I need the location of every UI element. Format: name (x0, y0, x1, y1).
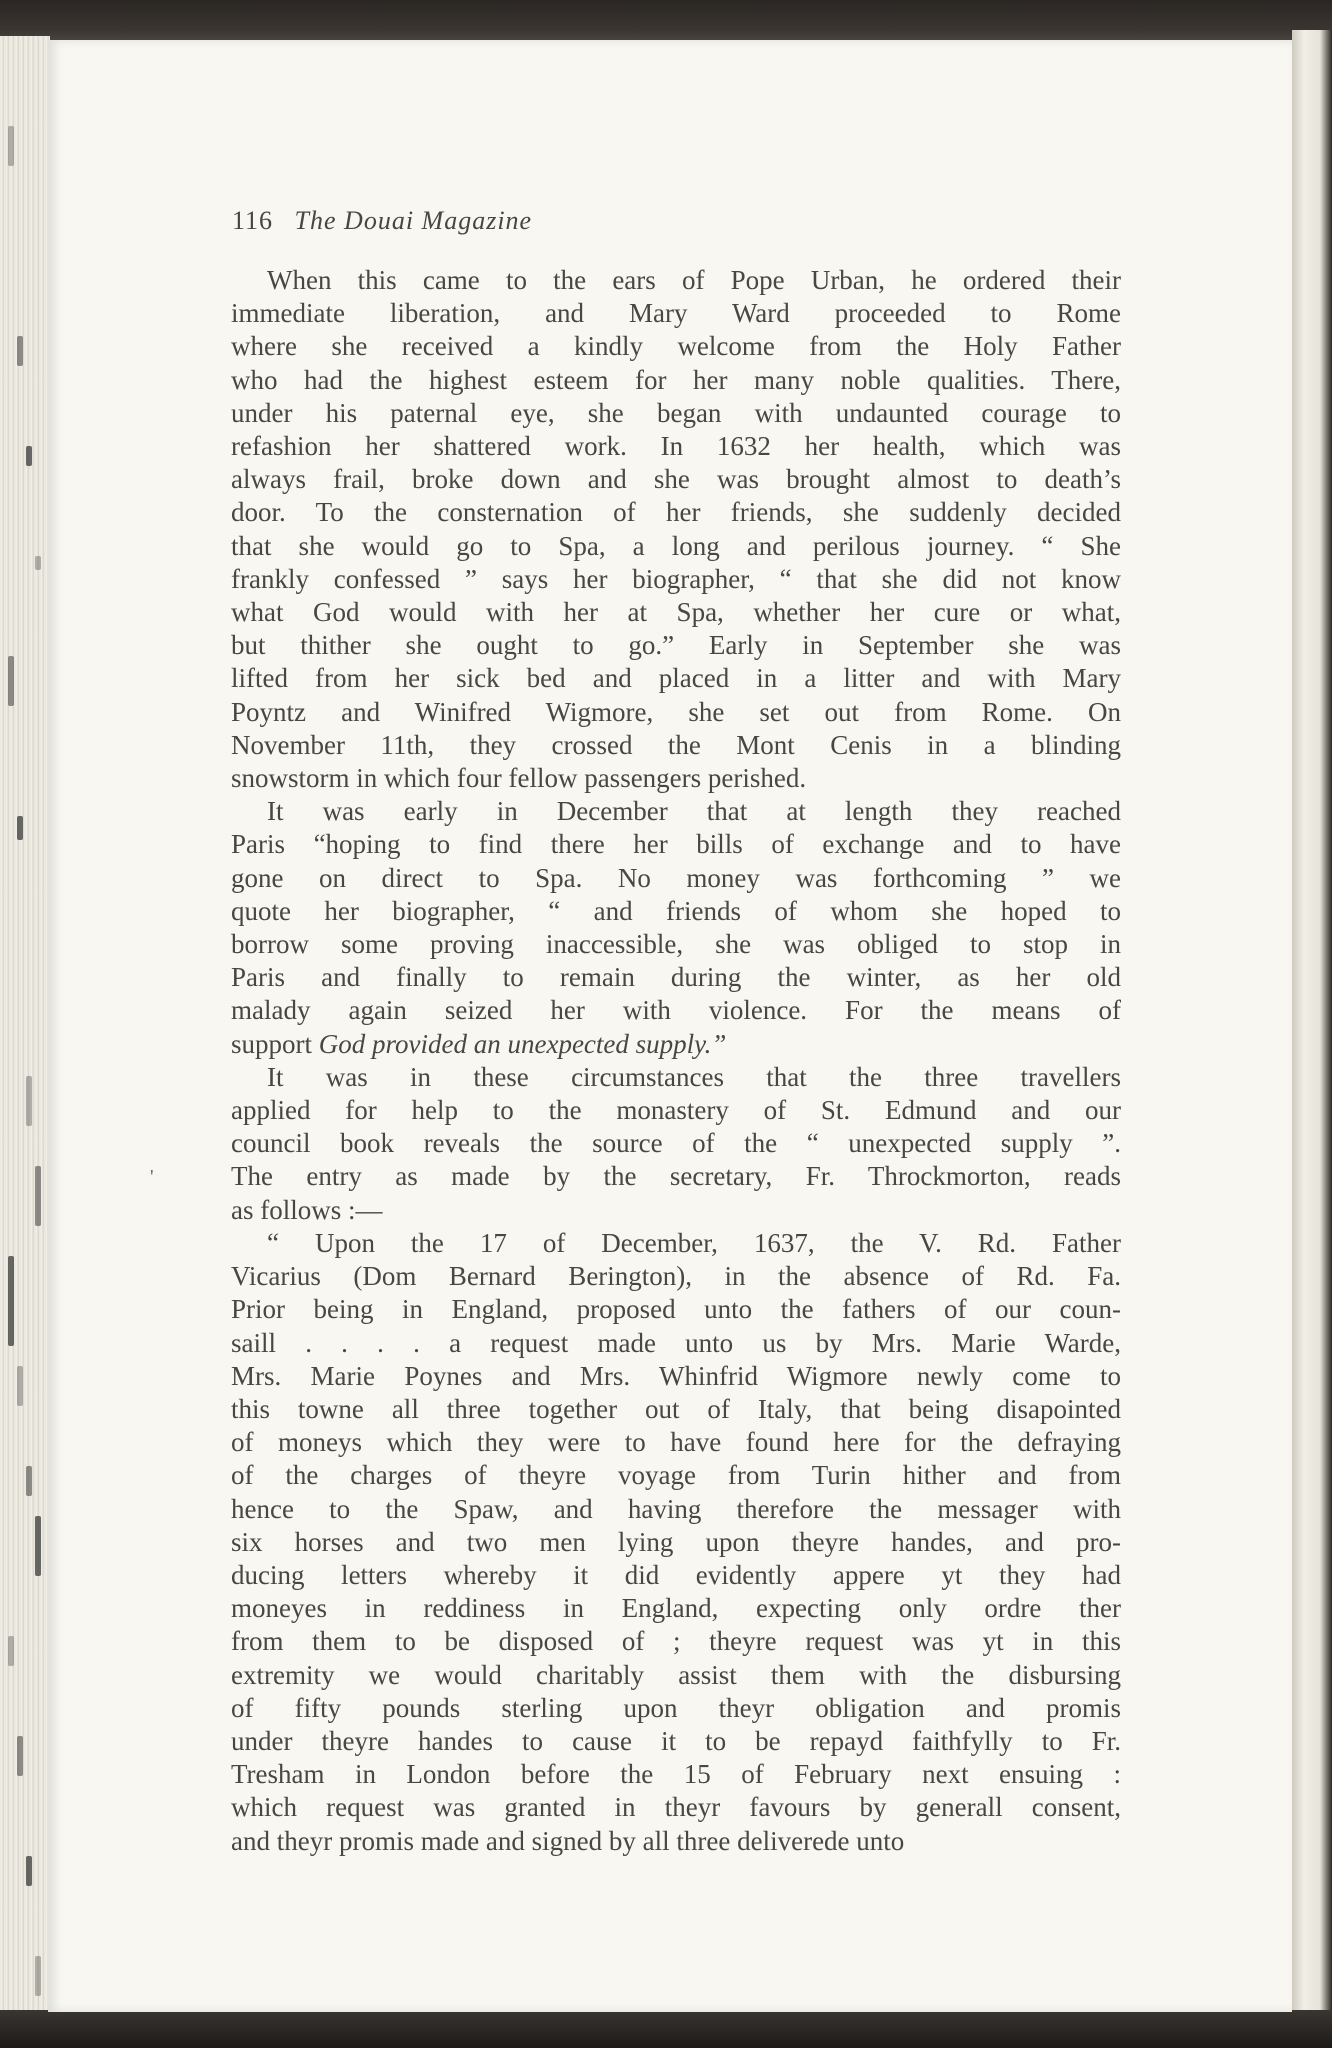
text-line: ducing letters whereby it did evidently appere yt they had (231, 1559, 1121, 1590)
text-fragment: support (231, 1028, 319, 1059)
body-text (231, 264, 1121, 1858)
text-line: frankly confessed ” says her biographer, “ that she did not know (231, 563, 1121, 594)
page-number: 116 (232, 206, 274, 235)
page-edge-mark (35, 1166, 41, 1226)
text-line: immediate liberation, and Mary Ward proceeded to Rome (231, 298, 1121, 329)
text-line: six horses and two men lying upon theyre handes, and pro- (231, 1526, 1121, 1557)
text-line: lifted from her sick bed and placed in a litter and with Mary (231, 663, 1121, 694)
text-line: Paris and finally to remain during the winter, as her old (231, 962, 1121, 993)
text-line: from them to be disposed of ; theyre request was yt in this (231, 1626, 1121, 1657)
text-line: applied for help to the monastery of St. Edmund and our (231, 1095, 1121, 1126)
page-edge-mark (8, 1256, 14, 1346)
text-line: The entry as made by the secretary, Fr. Throckmorton, reads (231, 1161, 1121, 1192)
page-edge-mark (8, 656, 14, 706)
text-line: Poyntz and Winifred Wigmore, she set out from Rome. On (231, 696, 1121, 727)
running-head (232, 206, 532, 236)
text-line: malady again seized her with violence. For the means of (231, 995, 1121, 1026)
text-line (231, 1028, 1121, 1061)
paragraph (231, 1061, 1121, 1227)
margin-mark: ' (150, 1166, 154, 1188)
text-line: It was early in December that at length they reached (267, 796, 1121, 827)
text-line: moneyes in reddiness in England, expecting only ordre ther (231, 1593, 1121, 1624)
text-line: It was in these circumstances that the three travellers (267, 1061, 1121, 1092)
page-edge-mark (26, 1466, 32, 1496)
page-edge-mark (8, 1636, 14, 1666)
text-line: which request was granted in theyr favours by generall consent, (231, 1792, 1121, 1823)
page-edge-mark (17, 336, 23, 366)
paragraph (231, 264, 1121, 795)
page-edge-mark (17, 816, 23, 840)
paragraph (231, 795, 1121, 1061)
book-right-edge (1292, 30, 1332, 2030)
page-edge-mark (26, 1856, 32, 1886)
text-line: extremity we would charitably assist them with the disbursing (231, 1659, 1121, 1690)
text-line: November 11th, they crossed the Mont Cenis in a blinding (231, 729, 1121, 760)
text-line: Vicarius (Dom Bernard Berington), in the absence of Rd. Fa. (231, 1261, 1121, 1292)
page-stack-edge (0, 36, 50, 2026)
text-line: council book reveals the source of the “ unexpected supply ”. (231, 1128, 1121, 1159)
text-line: under his paternal eye, she began with undaunted courage to (231, 397, 1121, 428)
text-line: as follows :— (231, 1194, 383, 1225)
text-line: that she would go to Spa, a long and perilous journey. “ She (231, 530, 1121, 561)
text-line: Tresham in London before the 15 of February next ensuing : (231, 1759, 1121, 1790)
journal-title: The Douai Magazine (294, 206, 533, 235)
page-edge-mark (17, 1366, 23, 1406)
paragraph (231, 1227, 1121, 1858)
text-line: and theyr promis made and signed by all three deliverede unto (231, 1825, 905, 1856)
text-line: Mrs. Marie Poynes and Mrs. Whinfrid Wigmore newly come to (231, 1360, 1121, 1391)
text-line: gone on direct to Spa. No money was forthcoming ” we (231, 862, 1121, 893)
italic-fragment: God provided an unexpected supply.” (318, 1028, 727, 1059)
text-line: “ Upon the 17 of December, 1637, the V. Rd. Father (267, 1227, 1121, 1258)
page-edge-mark (35, 1956, 41, 1996)
text-line: who had the highest esteem for her many noble qualities. There, (231, 364, 1121, 395)
text-line: quote her biographer, “ and friends of whom she hoped to (231, 895, 1121, 926)
text-line: of fifty pounds sterling upon theyr obligation and promis (231, 1692, 1121, 1723)
text-line: hence to the Spaw, and having therefore the messager with (231, 1493, 1121, 1524)
text-line: of moneys which they were to have found here for the defraying (231, 1427, 1121, 1458)
text-line: of the charges of theyre voyage from Turin hither and from (231, 1460, 1121, 1491)
page-edge-mark (35, 1516, 41, 1576)
text-line: this towne all three together out of Italy, that being disapointed (231, 1393, 1121, 1424)
text-line: what God would with her at Spa, whether her cure or what, (231, 597, 1121, 628)
text-line: snowstorm in which four fellow passengers perished. (231, 763, 807, 794)
page-edge-mark (8, 126, 14, 166)
text-line: Paris “hoping to find there her bills of exchange and to have (231, 829, 1121, 860)
text-line: refashion her shattered work. In 1632 her health, which was (231, 431, 1121, 462)
text-line: always frail, broke down and she was brought almost to death’s (231, 464, 1121, 495)
text-line: but thither she ought to go.” Early in September she was (231, 630, 1121, 661)
text-line: under theyre handes to cause it to be repayd faithfylly to Fr. (231, 1725, 1121, 1756)
text-line: saill . . . . a request made unto us by Mrs. Marie Warde, (231, 1327, 1121, 1358)
page-edge-mark (35, 556, 41, 570)
page-edge-mark (26, 446, 32, 466)
text-line: When this came to the ears of Pope Urban, he ordered their (267, 265, 1121, 295)
page-edge-mark (26, 1076, 32, 1126)
text-line: where she received a kindly welcome from the Holy Father (231, 331, 1121, 362)
book-bottom-edge (0, 2010, 1332, 2048)
page-edge-mark (17, 1736, 23, 1776)
text-line: borrow some proving inaccessible, she was obliged to stop in (231, 929, 1121, 960)
text-line: Prior being in England, proposed unto the fathers of our coun- (231, 1294, 1121, 1325)
text-line: door. To the consternation of her friends, she suddenly decided (231, 497, 1121, 528)
